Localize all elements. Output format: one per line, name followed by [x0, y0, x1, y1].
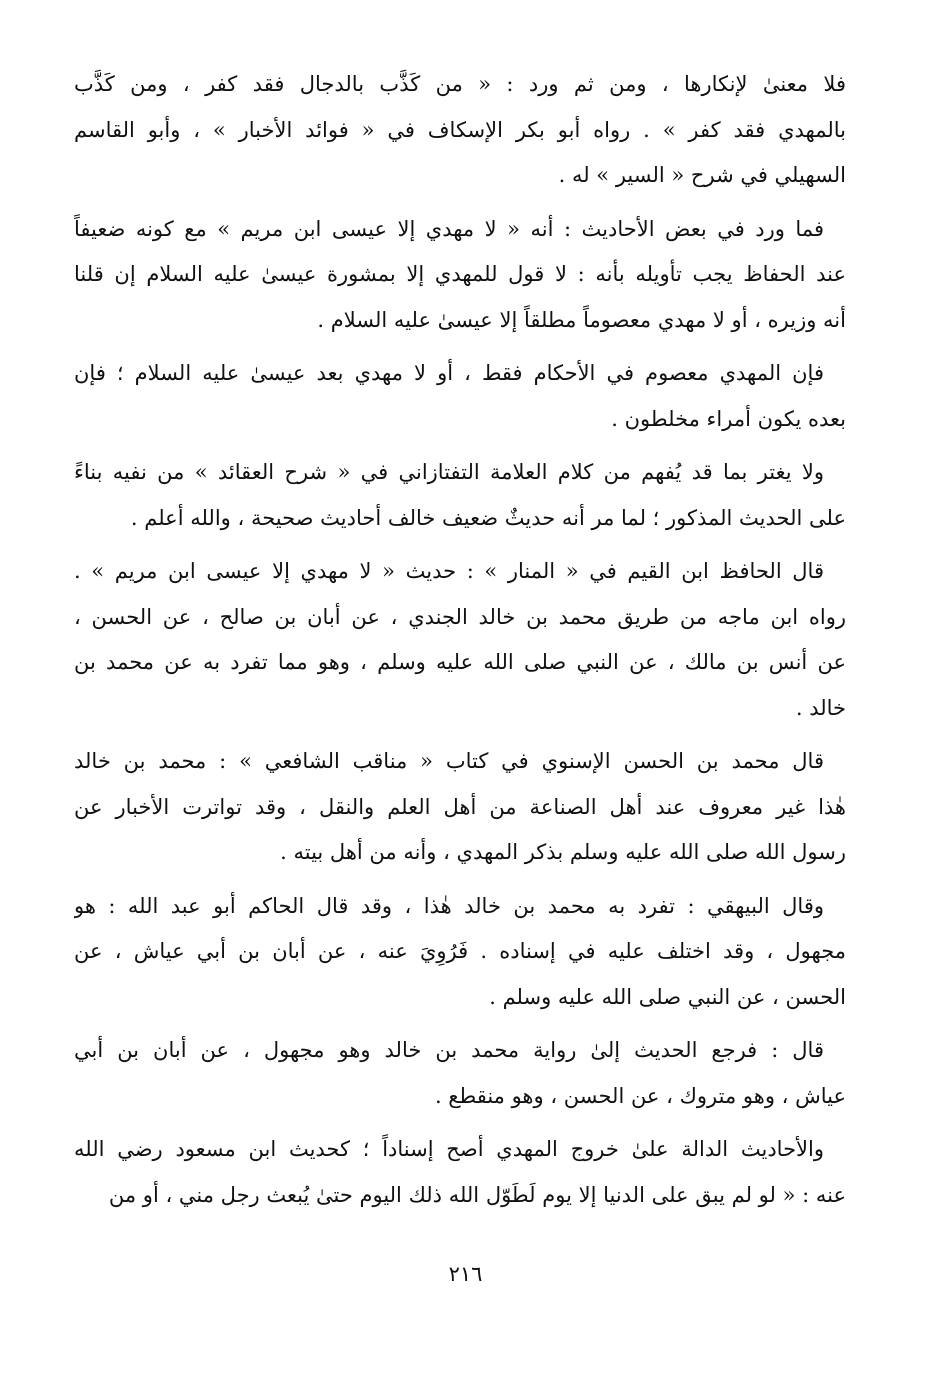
text-line: فإن المهدي معصوم في الأحكام فقط ، أو لا مهدي بعد عيسىٰ عليه السلام ؛ فإن [74, 361, 824, 385]
paragraph [74, 884, 846, 1021]
paragraph [74, 62, 846, 199]
text-line: ولا يغتر بما قد يُفهم من كلام العلامة التفتازاني في « شرح العقائد » من نفيه بناءً [74, 460, 824, 484]
text-line: بعده يكون أمراء مخلطون . [611, 406, 846, 431]
text-line: مجهول ، وقد اختلف عليه في إسناده . فَرُوِيَ عنه ، عن أبان بن أبي عياش ، عن [74, 939, 846, 963]
text-line: هٰذا غير معروف عند أهل الصناعة من أهل العلم والنقل ، وقد تواترت الأخبار عن [74, 794, 846, 819]
text-line: عند الحفاظ يجب تأويله بأنه : لا قول للمهدي إلا بمشورة عيسىٰ عليه السلام إن قلنا [74, 262, 846, 286]
text-line: والأحاديث الدالة علىٰ خروج المهدي أصح إسناداً ؛ كحديث ابن مسعود رضي الله [74, 1137, 824, 1161]
paragraph [74, 207, 846, 344]
paragraph [74, 549, 846, 731]
paragraph [74, 739, 846, 876]
text-line: عنه : « لو لم يبق على الدنيا إلا يوم لَطَوّل الله ذلك اليوم حتىٰ يُبعث رجل مني ، أو من [108, 1182, 846, 1207]
text-line: قال الحافظ ابن القيم في « المنار » : حديث « لا مهدي إلا عيسى ابن مريم » . [74, 559, 824, 583]
text-line: قال : فرجع الحديث إلىٰ رواية محمد بن خالد وهو مجهول ، عن أبان بن أبي [74, 1038, 824, 1062]
text-line: على الحديث المذكور ؛ لما مر أنه حديثٌ ضعيف خالف أحاديث صحيحة ، والله أعلم . [130, 505, 846, 530]
paragraph [74, 1028, 846, 1119]
text-line: عياش ، وهو متروك ، عن الحسن ، وهو منقطع . [434, 1083, 846, 1108]
page-number: ٢١٦ [448, 1262, 483, 1286]
text-line: فما ورد في بعض الأحاديث : أنه « لا مهدي إلا عيسى ابن مريم » مع كونه ضعيفاً [74, 216, 824, 241]
text-line: عن أنس بن مالك ، عن النبي صلى الله عليه وسلم ، وهو مما تفرد به عن محمد بن [74, 650, 846, 674]
text-line: خالد . [795, 695, 846, 720]
text-line: رواه ابن ماجه من طريق محمد بن خالد الجندي ، عن أبان بن صالح ، عن الحسن ، [74, 604, 846, 629]
text-line: رسول الله صلى الله عليه وسلم بذكر المهدي ، وأنه من أهل بيته . [280, 840, 846, 864]
text-line: السهيلي في شرح « السير » له . [558, 163, 846, 187]
text-line: فلا معنىٰ لإنكارها ، ومن ثم ورد : « من كَذَّب بالدجال فقد كفر ، ومن كَذَّب [74, 72, 846, 96]
text-line: أنه وزيره ، أو لا مهدي معصوماً مطلقاً إلا عيسىٰ عليه السلام . [317, 307, 846, 332]
text-line: بالمهدي فقد كفر » . رواه أبو بكر الإسكاف في « فوائد الأخبار » ، وأبو القاسم [74, 117, 846, 142]
page-body [74, 62, 846, 1226]
text-line: الحسن ، عن النبي صلى الله عليه وسلم . [489, 984, 846, 1009]
paragraph [74, 351, 846, 442]
text-line: وقال البيهقي : تفرد به محمد بن خالد هٰذا ، وقد قال الحاكم أبو عبد الله : هو [74, 893, 824, 918]
paragraph [74, 1127, 846, 1218]
paragraph [74, 450, 846, 541]
text-line: قال محمد بن الحسن الإسنوي في كتاب « مناقب الشافعي » : محمد بن خالد [74, 749, 824, 773]
